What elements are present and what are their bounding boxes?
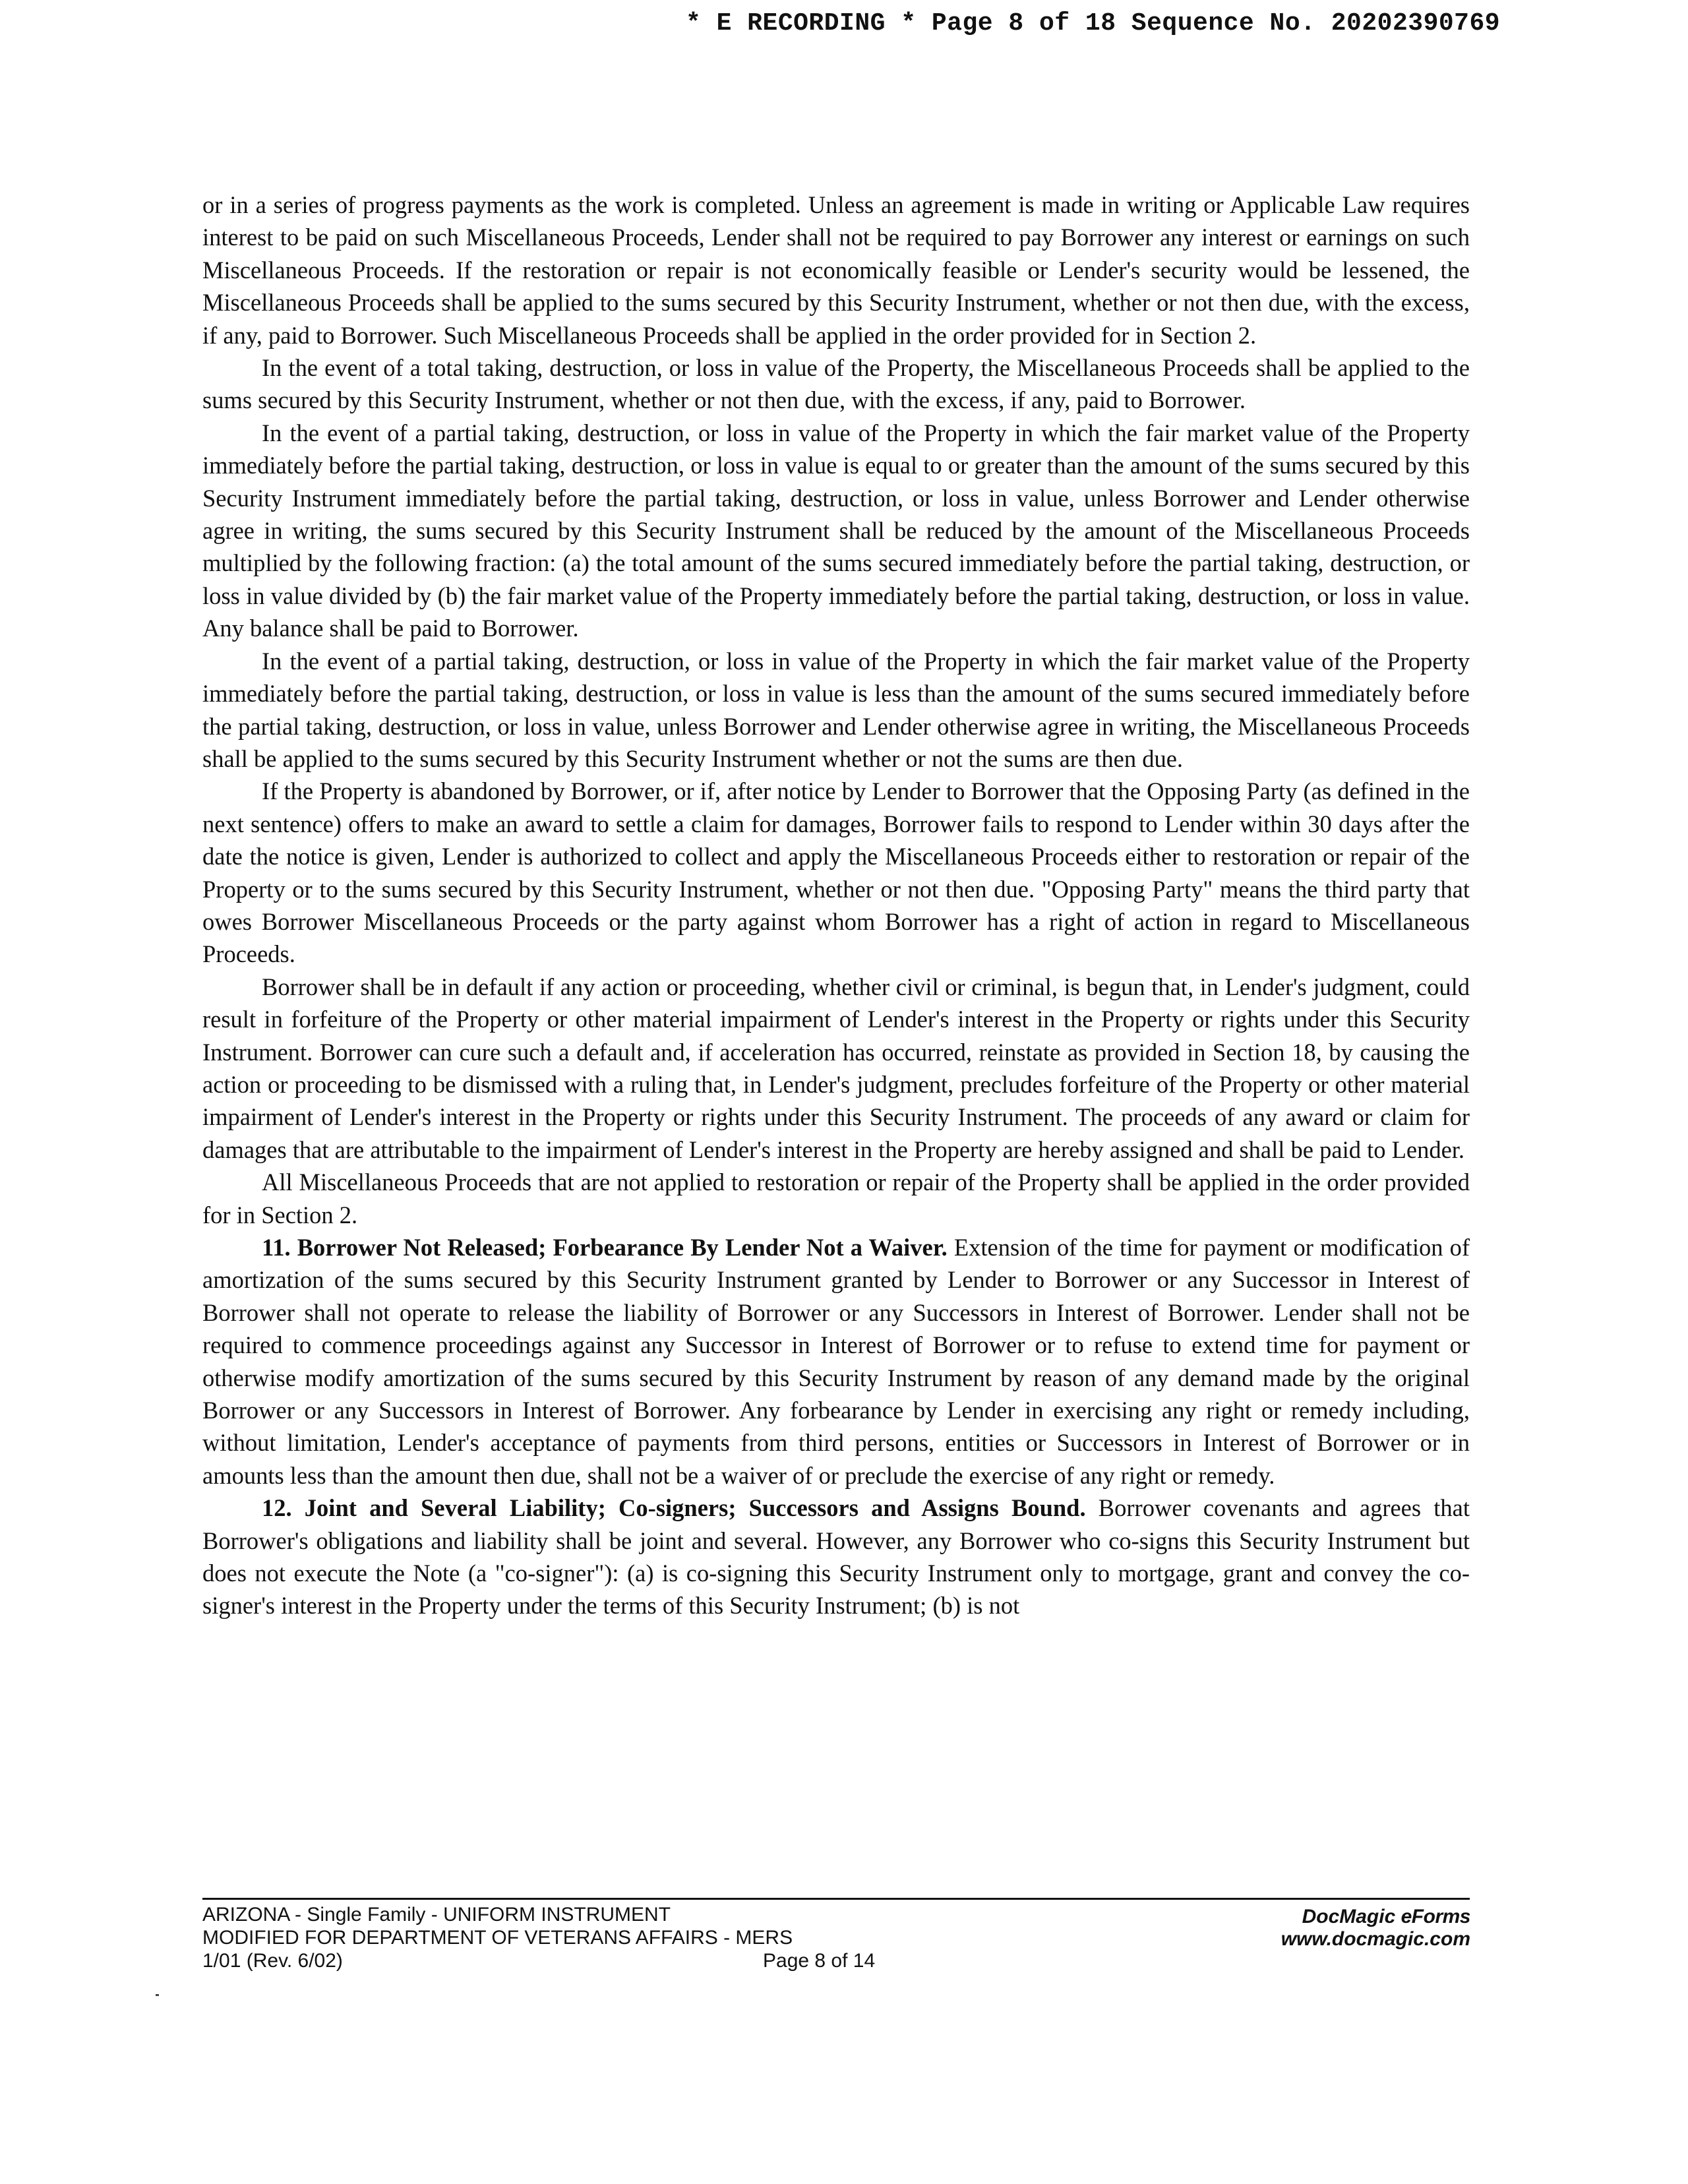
form-footer [202, 1903, 928, 1972]
paragraph-progress-payments: or in a series of progress payments as the work is completed. Unless an agreement is made in writing or Applicable Law requires interest to be paid on such Miscellaneous Proceeds, Lender shall not be required to pay Borrower any interest or earnings on such Miscellaneous Proceeds. If the restoration or repair is not economically feasible or Lender's security would be lessened, the Miscellaneous Proceeds shall be applied to the sums secured by this Security Instrument, whether or not then due, with the excess, if any, paid to Borrower. Such Miscellaneous Proceeds shall be applied in the order provided for in Section 2. [202, 191, 1470, 349]
paragraph-partial-taking-less: In the event of a partial taking, destruction, or loss in value of the Property in which the fair market value of the Property immediately before the partial taking, destruction, or loss in value is less than the amount of the sums secured immediately before the partial taking, destruction, or loss in value, unless Borrower and Lender otherwise agree in writing, the Miscellaneous Proceeds shall be applied to the sums secured by this Security Instrument whether or not the sums are then due. [202, 647, 1470, 772]
footer-form-subtitle: MODIFIED FOR DEPARTMENT OF VETERANS AFFAIRS - MERS [202, 1927, 793, 1949]
document-body [202, 189, 1470, 1622]
eforms-mark: eForms [1401, 1906, 1470, 1927]
section-12-text: Borrower covenants and agrees that Borrower's obligations and liability shall be joint and several. However, any Borrower who co-signs this Security Instrument but does not execute the Note (a "co-signer"): (a) is co-signing this Security Instrument only to mortgage, grant and convey the co-signer's interest in the Property under the terms of this Security Instrument; (b) is not [202, 1494, 1470, 1620]
brand-name: DocMagic [1302, 1906, 1396, 1927]
section-12-heading: 12. Joint and Several Liability; Co-signers; Successors and Assigns Bound. [262, 1494, 1086, 1522]
section-11-heading: 11. Borrower Not Released; Forbearance By Lender Not a Waiver. [262, 1234, 948, 1261]
footer-revision-row [202, 1949, 928, 1972]
footer-page-number: Page 8 of 14 [763, 1950, 876, 1972]
recording-stamp: * E RECORDING * Page 8 of 18 Sequence No. 20202390769 [686, 9, 1501, 38]
footer-form-title: ARIZONA - Single Family - UNIFORM INSTRUMENT [202, 1904, 671, 1926]
section-12 [202, 1492, 1470, 1622]
footer-divider [202, 1898, 1470, 1900]
docmagic-logo [1253, 1906, 1470, 1928]
section-11 [202, 1231, 1470, 1492]
footer-revision: 1/01 (Rev. 6/02) [202, 1950, 343, 1972]
scan-artifact [156, 1994, 159, 1996]
brand-website: www.docmagic.com [1281, 1928, 1470, 1950]
paragraph-abandoned-property: If the Property is abandoned by Borrower, or if, after notice by Lender to Borrower that the Opposing Party (as defined in the next sentence) offers to make an award to settle a claim for damages, Borrower fails to respond to Lender within 30 days after the date the notice is given, Lender is authorized to collect and apply the Miscellaneous Proceeds either to restoration or repair of the Property or to the sums secured by this Security Instrument, whether or not then due. "Opposing Party" means the third party that owes Borrower Miscellaneous Proceeds or the party against whom Borrower has a right of action in regard to Miscellaneous Proceeds. [202, 777, 1470, 968]
docmagic-branding [1253, 1906, 1470, 1951]
paragraph-default-proceeding: Borrower shall be in default if any action or proceeding, whether civil or criminal, is begun that, in Lender's judgment, could result in forfeiture of the Property or other material impairment of Lender's interest in the Property or rights under this Security Instrument. Borrower can cure such a default and, if acceleration has occurred, reinstate as provided in Section 18, by causing the action or proceeding to be dismissed with a ruling that, in Lender's judgment, precludes forfeiture of the Property or other material impairment of Lender's interest in the Property or rights under this Security Instrument. The proceeds of any award or claim for damages that are attributable to the impairment of Lender's interest in the Property are hereby assigned and shall be paid to Lender. [202, 973, 1470, 1163]
paragraph-partial-taking-greater: In the event of a partial taking, destruction, or loss in value of the Property in which the fair market value of the Property immediately before the partial taking, destruction, or loss in value is equal to or greater than the amount of the sums secured by this Security Instrument immediately before the partial taking, destruction, or loss in value, unless Borrower and Lender otherwise agree in writing, the sums secured by this Security Instrument shall be reduced by the amount of the Miscellaneous Proceeds multiplied by the following fraction: (a) the total amount of the sums secured immediately before the partial taking, destruction, or loss in value divided by (b) the fair market value of the Property immediately before the partial taking, destruction, or loss in value. Any balance shall be paid to Borrower. [202, 419, 1470, 642]
paragraph-total-taking: In the event of a total taking, destruction, or loss in value of the Property, the Miscellaneous Proceeds shall be applied to the sums secured by this Security Instrument, whether or not then due, with the excess, if any, paid to Borrower. [202, 354, 1470, 414]
paragraph-unapplied-proceeds: All Miscellaneous Proceeds that are not applied to restoration or repair of the Property shall be applied in the order provided for in Section 2. [202, 1168, 1470, 1228]
section-11-text: Extension of the time for payment or modification of amortization of the sums secured by this Security Instrument granted by Lender to Borrower or any Successor in Interest of Borrower shall not operate to release the liability of Borrower or any Successors in Interest of Borrower. Lender shall not be required to commence proceedings against any Successor in Interest of Borrower or to refuse to extend time for payment or otherwise modify amortization of the sums secured by this Security Instrument by reason of any demand made by the original Borrower or any Successors in Interest of Borrower. Any forbearance by Lender in exercising any right or remedy including, without limitation, Lender's acceptance of payments from third persons, entities or Successors in Interest of Borrower or in amounts less than the amount then due, shall not be a waiver of or preclude the exercise of any right or remedy. [202, 1234, 1470, 1489]
